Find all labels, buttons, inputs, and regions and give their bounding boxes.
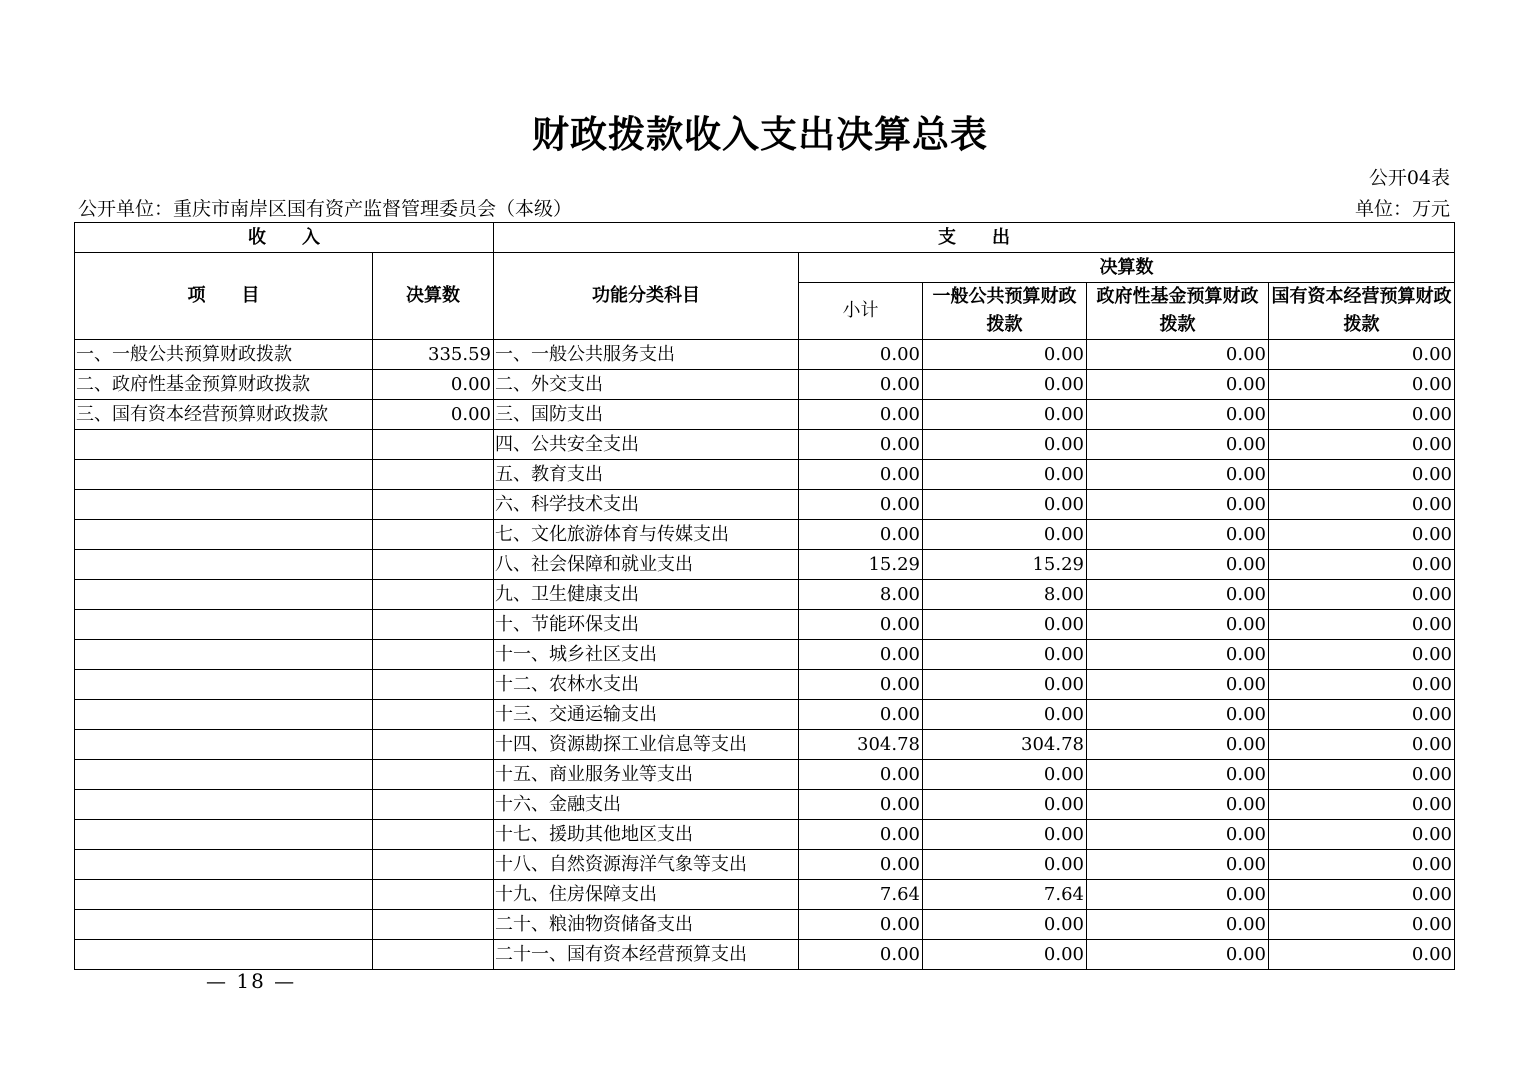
income-item bbox=[75, 700, 373, 730]
state-capital-value: 0.00 bbox=[1269, 820, 1455, 850]
income-item bbox=[75, 880, 373, 910]
expense-item: 十八、自然资源海洋气象等支出 bbox=[494, 850, 799, 880]
currency-unit: 单位：万元 bbox=[1354, 198, 1450, 220]
state-capital-value: 0.00 bbox=[1269, 400, 1455, 430]
expense-item: 八、社会保障和就业支出 bbox=[494, 550, 799, 580]
income-item: 二、政府性基金预算财政拨款 bbox=[75, 370, 373, 400]
income-item bbox=[75, 580, 373, 610]
reporting-unit: 公开单位：重庆市南岸区国有资产监督管理委员会（本级） bbox=[78, 198, 573, 220]
general-budget-value: 7.64 bbox=[923, 880, 1087, 910]
general-budget-value: 15.29 bbox=[923, 550, 1087, 580]
state-capital-value: 0.00 bbox=[1269, 520, 1455, 550]
state-capital-header: 国有资本经营预算财政拨款 bbox=[1269, 283, 1455, 340]
income-amount bbox=[373, 820, 494, 850]
table-row bbox=[75, 490, 1455, 520]
government-fund-value: 0.00 bbox=[1087, 850, 1269, 880]
expense-item: 六、科学技术支出 bbox=[494, 490, 799, 520]
table-row bbox=[75, 640, 1455, 670]
subtotal-value: 0.00 bbox=[799, 520, 923, 550]
subtotal-value: 7.64 bbox=[799, 880, 923, 910]
state-capital-value: 0.00 bbox=[1269, 790, 1455, 820]
government-fund-value: 0.00 bbox=[1087, 670, 1269, 700]
income-amount bbox=[373, 640, 494, 670]
subtotal-value: 0.00 bbox=[799, 700, 923, 730]
table-row bbox=[75, 520, 1455, 550]
general-budget-value: 0.00 bbox=[923, 610, 1087, 640]
government-fund-value: 0.00 bbox=[1087, 640, 1269, 670]
subtotal-value: 0.00 bbox=[799, 910, 923, 940]
subtotal-value: 0.00 bbox=[799, 460, 923, 490]
general-budget-value: 0.00 bbox=[923, 850, 1087, 880]
table-row bbox=[75, 460, 1455, 490]
income-amount bbox=[373, 520, 494, 550]
subtotal-value: 8.00 bbox=[799, 580, 923, 610]
expense-header: 支 出 bbox=[494, 223, 1455, 253]
income-item bbox=[75, 550, 373, 580]
income-amount bbox=[373, 610, 494, 640]
income-amount bbox=[373, 760, 494, 790]
subtotal-value: 0.00 bbox=[799, 790, 923, 820]
subtotal-value: 0.00 bbox=[799, 400, 923, 430]
general-budget-header: 一般公共预算财政拨款 bbox=[923, 283, 1087, 340]
government-fund-value: 0.00 bbox=[1087, 580, 1269, 610]
state-capital-value: 0.00 bbox=[1269, 880, 1455, 910]
table-row bbox=[75, 790, 1455, 820]
government-fund-value: 0.00 bbox=[1087, 880, 1269, 910]
state-capital-value: 0.00 bbox=[1269, 940, 1455, 970]
income-item bbox=[75, 820, 373, 850]
expense-item: 十三、交通运输支出 bbox=[494, 700, 799, 730]
government-fund-value: 0.00 bbox=[1087, 370, 1269, 400]
government-fund-value: 0.00 bbox=[1087, 700, 1269, 730]
general-budget-value: 0.00 bbox=[923, 640, 1087, 670]
income-item: 一、一般公共预算财政拨款 bbox=[75, 340, 373, 370]
expense-item: 四、公共安全支出 bbox=[494, 430, 799, 460]
subtotal-value: 0.00 bbox=[799, 490, 923, 520]
expense-item: 十四、资源勘探工业信息等支出 bbox=[494, 730, 799, 760]
income-amount bbox=[373, 430, 494, 460]
general-budget-value: 0.00 bbox=[923, 670, 1087, 700]
table-row bbox=[75, 400, 1455, 430]
subtotal-value: 0.00 bbox=[799, 940, 923, 970]
general-budget-value: 0.00 bbox=[923, 700, 1087, 730]
state-capital-value: 0.00 bbox=[1269, 430, 1455, 460]
item-header: 项 目 bbox=[75, 253, 373, 340]
expense-item: 九、卫生健康支出 bbox=[494, 580, 799, 610]
general-budget-value: 0.00 bbox=[923, 520, 1087, 550]
government-fund-value: 0.00 bbox=[1087, 400, 1269, 430]
state-capital-value: 0.00 bbox=[1269, 580, 1455, 610]
state-capital-value: 0.00 bbox=[1269, 730, 1455, 760]
expense-item: 二、外交支出 bbox=[494, 370, 799, 400]
government-fund-value: 0.00 bbox=[1087, 520, 1269, 550]
income-item bbox=[75, 850, 373, 880]
state-capital-value: 0.00 bbox=[1269, 370, 1455, 400]
income-amount bbox=[373, 580, 494, 610]
table-row bbox=[75, 760, 1455, 790]
general-budget-value: 304.78 bbox=[923, 730, 1087, 760]
subtotal-value: 0.00 bbox=[799, 760, 923, 790]
state-capital-value: 0.00 bbox=[1269, 610, 1455, 640]
table-row bbox=[75, 550, 1455, 580]
general-budget-value: 0.00 bbox=[923, 490, 1087, 520]
state-capital-value: 0.00 bbox=[1269, 550, 1455, 580]
table-row bbox=[75, 700, 1455, 730]
income-item bbox=[75, 730, 373, 760]
government-fund-value: 0.00 bbox=[1087, 730, 1269, 760]
expense-item: 十一、城乡社区支出 bbox=[494, 640, 799, 670]
government-fund-value: 0.00 bbox=[1087, 940, 1269, 970]
expense-item: 十六、金融支出 bbox=[494, 790, 799, 820]
table-row bbox=[75, 730, 1455, 760]
state-capital-value: 0.00 bbox=[1269, 340, 1455, 370]
income-amount bbox=[373, 730, 494, 760]
income-amount: 335.59 bbox=[373, 340, 494, 370]
general-budget-value: 0.00 bbox=[923, 820, 1087, 850]
income-amount bbox=[373, 490, 494, 520]
expense-item: 十七、援助其他地区支出 bbox=[494, 820, 799, 850]
general-budget-value: 0.00 bbox=[923, 790, 1087, 820]
subtotal-value: 0.00 bbox=[799, 670, 923, 700]
table-row bbox=[75, 820, 1455, 850]
general-budget-value: 0.00 bbox=[923, 760, 1087, 790]
subtotal-value: 304.78 bbox=[799, 730, 923, 760]
subtotal-value: 0.00 bbox=[799, 610, 923, 640]
general-budget-value: 0.00 bbox=[923, 940, 1087, 970]
state-capital-value: 0.00 bbox=[1269, 460, 1455, 490]
page-number: — 18 — bbox=[206, 969, 297, 993]
income-amount bbox=[373, 460, 494, 490]
income-amount bbox=[373, 880, 494, 910]
table-row bbox=[75, 340, 1455, 370]
income-item bbox=[75, 670, 373, 700]
government-fund-value: 0.00 bbox=[1087, 430, 1269, 460]
expense-item: 五、教育支出 bbox=[494, 460, 799, 490]
income-header: 收 入 bbox=[75, 223, 494, 253]
function-subject-header: 功能分类科目 bbox=[494, 253, 799, 340]
income-item bbox=[75, 910, 373, 940]
general-budget-value: 0.00 bbox=[923, 340, 1087, 370]
income-amount bbox=[373, 550, 494, 580]
expense-item: 一、一般公共服务支出 bbox=[494, 340, 799, 370]
table-body bbox=[75, 340, 1455, 970]
government-fund-value: 0.00 bbox=[1087, 460, 1269, 490]
table-row bbox=[75, 880, 1455, 910]
subtotal-value: 0.00 bbox=[799, 370, 923, 400]
subtotal-value: 0.00 bbox=[799, 820, 923, 850]
income-item bbox=[75, 460, 373, 490]
general-budget-value: 8.00 bbox=[923, 580, 1087, 610]
income-item bbox=[75, 790, 373, 820]
expense-item: 十二、农林水支出 bbox=[494, 670, 799, 700]
state-capital-value: 0.00 bbox=[1269, 700, 1455, 730]
page-title: 财政拨款收入支出决算总表 bbox=[532, 113, 988, 156]
subtotal-value: 0.00 bbox=[799, 850, 923, 880]
expense-item: 十、节能环保支出 bbox=[494, 610, 799, 640]
government-fund-header: 政府性基金预算财政拨款 bbox=[1087, 283, 1269, 340]
income-item bbox=[75, 640, 373, 670]
income-amount bbox=[373, 910, 494, 940]
subtotal-header: 小计 bbox=[799, 283, 923, 340]
form-number: 公开04表 bbox=[1368, 167, 1450, 189]
state-capital-value: 0.00 bbox=[1269, 850, 1455, 880]
government-fund-value: 0.00 bbox=[1087, 490, 1269, 520]
expense-item: 十五、商业服务业等支出 bbox=[494, 760, 799, 790]
income-item bbox=[75, 760, 373, 790]
income-amount bbox=[373, 700, 494, 730]
income-amount bbox=[373, 940, 494, 970]
subtotal-value: 15.29 bbox=[799, 550, 923, 580]
income-amount bbox=[373, 790, 494, 820]
general-budget-value: 0.00 bbox=[923, 910, 1087, 940]
state-capital-value: 0.00 bbox=[1269, 640, 1455, 670]
expense-item: 十九、住房保障支出 bbox=[494, 880, 799, 910]
fiscal-summary-table bbox=[74, 222, 1455, 970]
income-amount bbox=[373, 850, 494, 880]
government-fund-value: 0.00 bbox=[1087, 760, 1269, 790]
final-amount-header: 决算数 bbox=[799, 253, 1455, 283]
table-row bbox=[75, 610, 1455, 640]
income-amount: 0.00 bbox=[373, 400, 494, 430]
general-budget-value: 0.00 bbox=[923, 460, 1087, 490]
government-fund-value: 0.00 bbox=[1087, 790, 1269, 820]
income-amount: 0.00 bbox=[373, 370, 494, 400]
state-capital-value: 0.00 bbox=[1269, 760, 1455, 790]
expense-item: 七、文化旅游体育与传媒支出 bbox=[494, 520, 799, 550]
table-row bbox=[75, 940, 1455, 970]
income-item bbox=[75, 430, 373, 460]
expense-item: 三、国防支出 bbox=[494, 400, 799, 430]
table-row bbox=[75, 850, 1455, 880]
state-capital-value: 0.00 bbox=[1269, 670, 1455, 700]
income-amount-header: 决算数 bbox=[373, 253, 494, 340]
income-amount bbox=[373, 670, 494, 700]
table-row bbox=[75, 370, 1455, 400]
government-fund-value: 0.00 bbox=[1087, 550, 1269, 580]
government-fund-value: 0.00 bbox=[1087, 910, 1269, 940]
expense-item: 二十一、国有资本经营预算支出 bbox=[494, 940, 799, 970]
subtotal-value: 0.00 bbox=[799, 640, 923, 670]
income-item bbox=[75, 940, 373, 970]
table-row bbox=[75, 580, 1455, 610]
income-item bbox=[75, 490, 373, 520]
general-budget-value: 0.00 bbox=[923, 400, 1087, 430]
state-capital-value: 0.00 bbox=[1269, 910, 1455, 940]
subtotal-value: 0.00 bbox=[799, 340, 923, 370]
table-row bbox=[75, 430, 1455, 460]
income-item bbox=[75, 520, 373, 550]
general-budget-value: 0.00 bbox=[923, 370, 1087, 400]
government-fund-value: 0.00 bbox=[1087, 340, 1269, 370]
state-capital-value: 0.00 bbox=[1269, 490, 1455, 520]
expense-item: 二十、粮油物资储备支出 bbox=[494, 910, 799, 940]
income-item: 三、国有资本经营预算财政拨款 bbox=[75, 400, 373, 430]
table-row bbox=[75, 910, 1455, 940]
table-row bbox=[75, 670, 1455, 700]
government-fund-value: 0.00 bbox=[1087, 610, 1269, 640]
income-item bbox=[75, 610, 373, 640]
general-budget-value: 0.00 bbox=[923, 430, 1087, 460]
subtotal-value: 0.00 bbox=[799, 430, 923, 460]
government-fund-value: 0.00 bbox=[1087, 820, 1269, 850]
